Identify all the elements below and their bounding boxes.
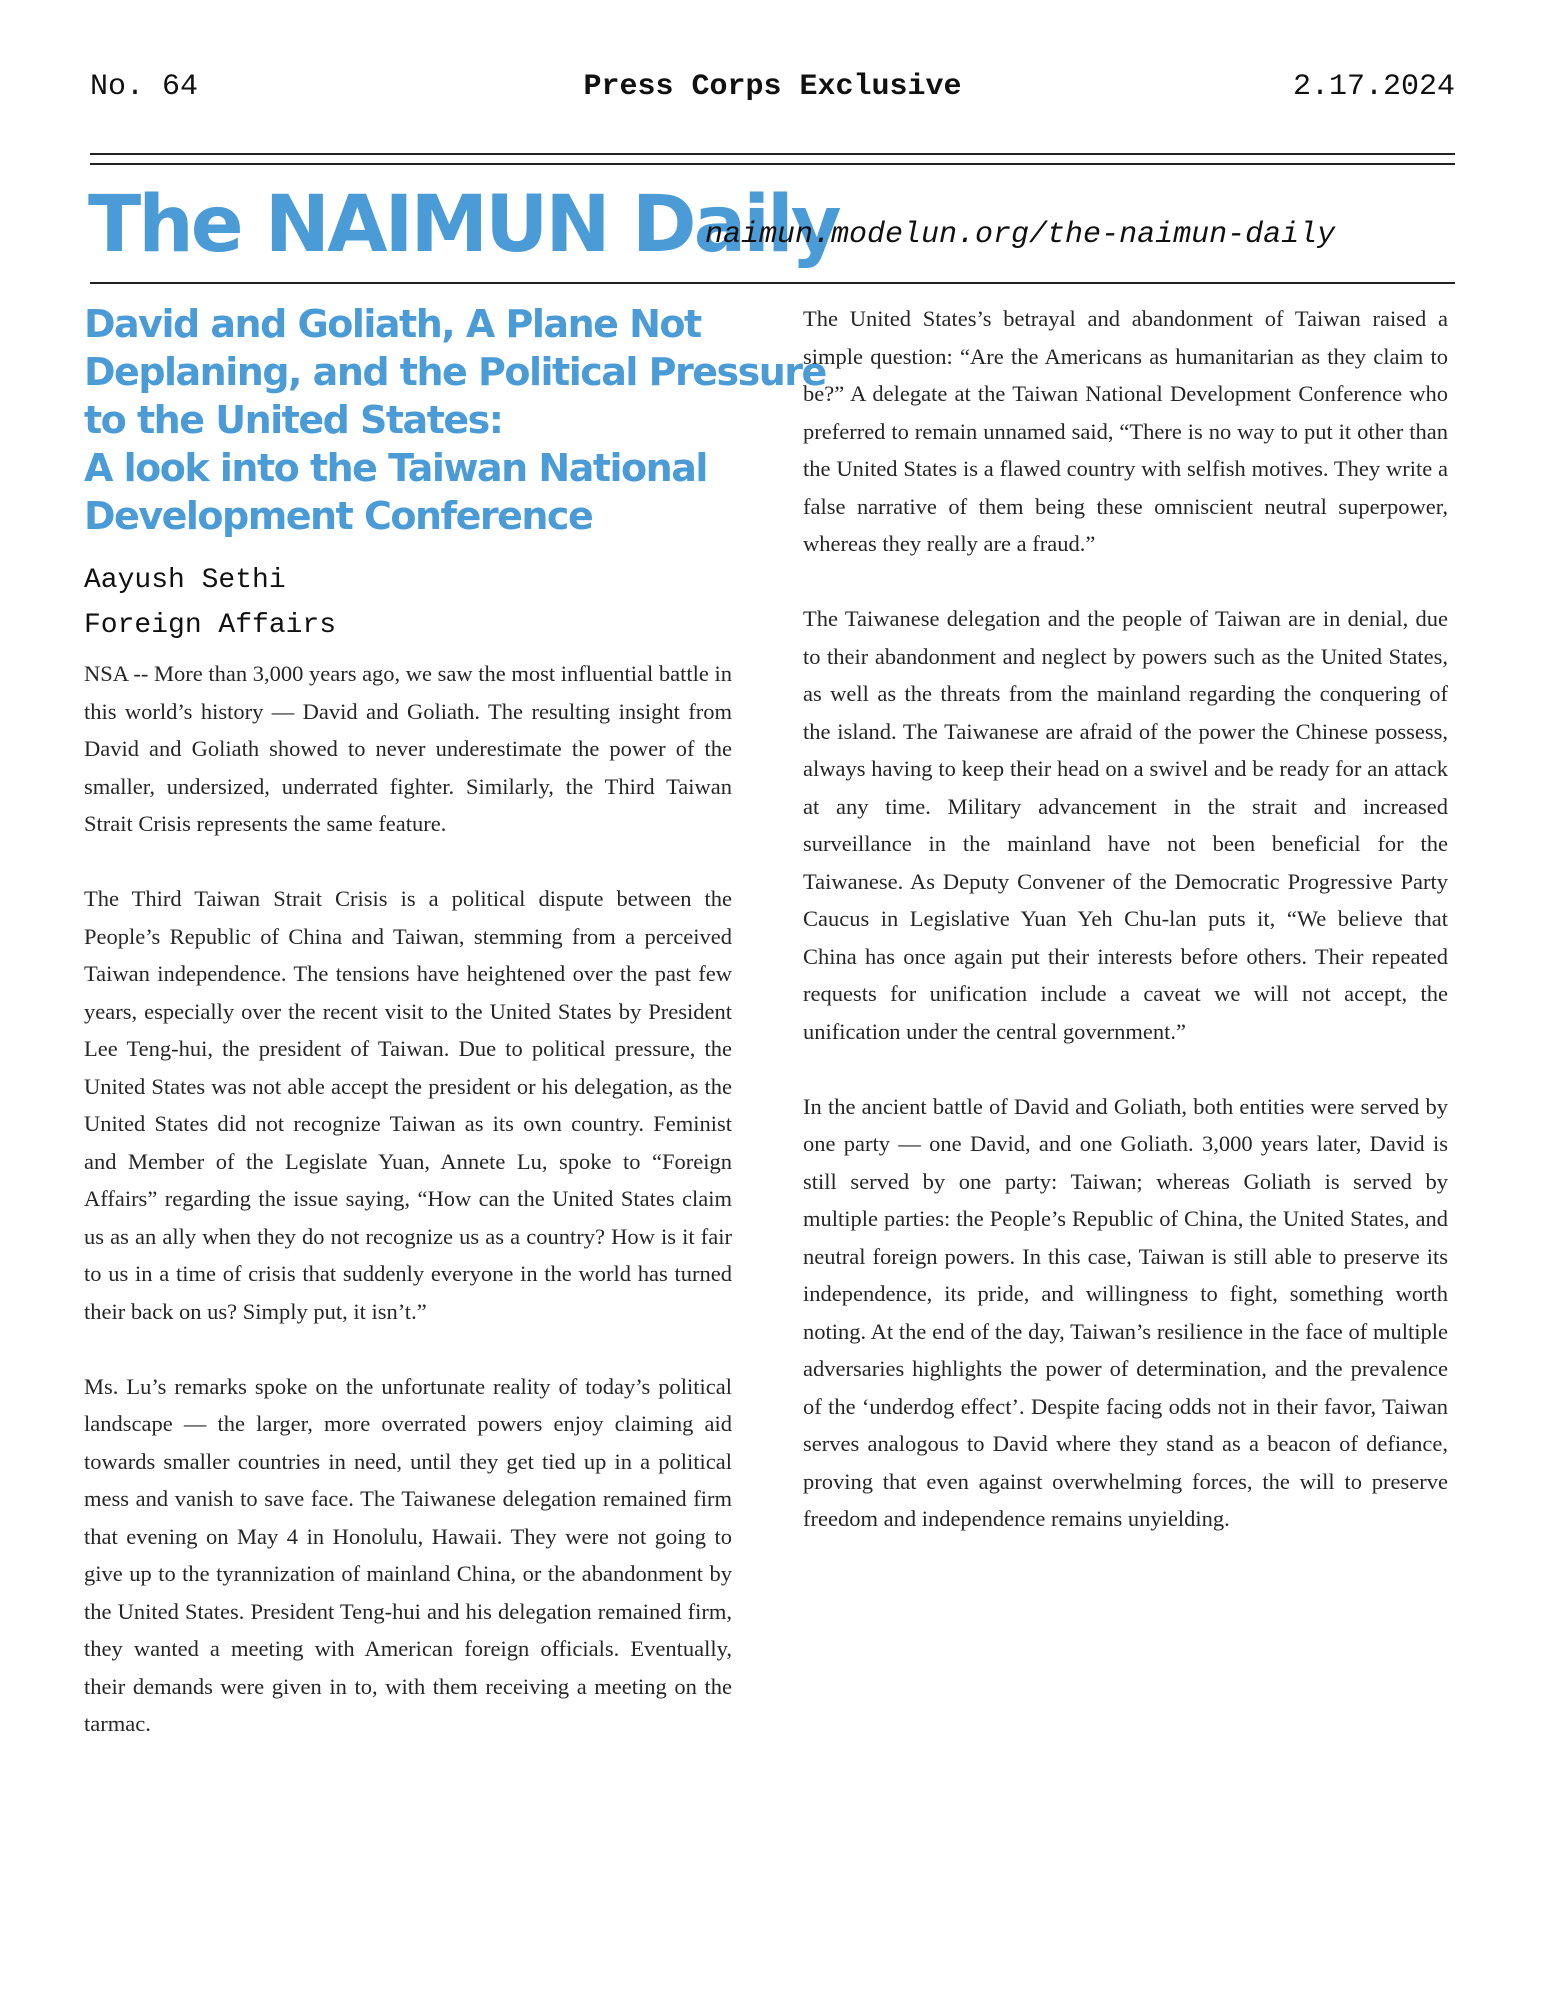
article-paragraph: The Third Taiwan Strait Crisis is a political dispute between the People’s Republic of China and Taiwan, stemming from a perceived Taiwan independence. The tensions have heightened over the past few years, especially over the recent visit to the United States by President Lee Teng-hui, the president of Taiwan. Due to political pressure, the United States was not able accept the president or his delegation, as the United States did not recognize Taiwan as its own country. Feminist and Member of the Legislate Yuan, Annete Lu, spoke to “Foreign Affairs” regarding the issue saying, “How can the United States claim us as an ally when they do not recognize us as a country? How is it fair to us in a time of crisis that suddenly everyone in the world has turned their back on us? Simply put, it isn’t.” — [84, 886, 732, 1324]
headline-line: A look into the Taiwan National — [84, 446, 707, 490]
article-paragraph: Ms. Lu’s remarks spoke on the unfortunate reality of today’s political landscape — the larger, more overrated powers enjoy claiming aid towards smaller countries in need, until they get tied up in a political mess and vanish to save face. The Taiwanese delegation remained firm that evening on May 4 in Honolulu, Hawaii. They were not going to give up to the tyrannization of mainland China, or the abandonment by the United States. President Teng-hui and his delegation remained firm, they wanted a meeting with American foreign officials. Eventually, their demands were given in to, with them receiving a meeting on the tarmac. — [84, 1373, 732, 1736]
issue-number: No. 64 — [90, 70, 199, 104]
article-paragraph: In the ancient battle of David and Goliath, both entities were served by one party — one David, and one Goliath. 3,000 years later, David is still served by one party: Taiwan; whereas Goliath is served by multiple parties: the People’s Republic of China, the United States, and neutral foreign powers. In this case, Taiwan is still able to preserve its independence, its pride, and willingness to fight, something worth noting. At the end of the day, Taiwan’s resilience in the face of multiple adversaries highlights the power of determination, and the prevalence of the ‘underdog effect’. Despite facing odds not in their favor, Taiwan serves analogous to David where they stand as a beacon of defiance, proving that even against overwhelming forces, the will to preserve freedom and independence remains unyielding. — [803, 1093, 1448, 1531]
article-paragraph: NSA -- More than 3,000 years ago, we saw the most influential battle in this world’s history — David and Goliath. The resulting insight from David and Goliath showed to never underestimate the power of the smaller, undersized, underrated fighter. Similarly, the Third Taiwan Strait Crisis represents the same feature. — [84, 661, 732, 836]
committee-name: Foreign Affairs — [84, 610, 337, 641]
headline-line: Deplaning, and the Political Pressure — [84, 350, 826, 394]
article-headline — [84, 300, 826, 540]
publication-url[interactable]: naimun.modelun.org/the-naimun-daily — [705, 218, 1336, 252]
section-label: Press Corps Exclusive — [583, 70, 962, 104]
headline-line: Development Conference — [84, 494, 593, 538]
article-paragraph: The United States’s betrayal and abandonment of Taiwan raised a simple question: “Are the Americans as humanitarian as they claim to be?” A delegate at the Taiwan National Development Conference who preferred to remain unnamed said, “There is no way to put it other than the United States is a flawed country with selfish motives. They write a false narrative of them being these omniscient neutral superpower, whereas they really are a fraud.” — [803, 306, 1448, 556]
issue-date: 2.17.2024 — [1292, 70, 1455, 104]
masthead-rule-second — [90, 163, 1455, 165]
headline-line: David and Goliath, A Plane Not — [84, 302, 701, 346]
masthead-rule-top — [90, 153, 1455, 155]
byline — [84, 558, 336, 648]
article-column-left — [84, 655, 732, 1780]
headline-line: to the United States: — [84, 398, 503, 442]
article-paragraph: The Taiwanese delegation and the people of Taiwan are in denial, due to their abandonment and neglect by powers such as the United States, as well as the threats from the mainland regarding the conquering of the island. The Taiwanese are afraid of the power the Chinese possess, always having to keep their head on a swivel and be ready for an attack at any time. Military advancement in the strait and increased surveillance in the mainland have not been beneficial for the Taiwanese. As Deputy Convener of the Democratic Progressive Party Caucus in Legislative Yuan Yeh Chu-lan puts it, “We believe that China has once again put their interests before others. Their repeated requests for unification include a caveat we will not accept, the unification under the central government.” — [803, 606, 1448, 1044]
masthead-top-bar — [90, 70, 1455, 110]
publication-title: The NAIMUN Daily — [88, 180, 839, 270]
masthead-rule-bottom — [90, 282, 1455, 284]
author-name: Aayush Sethi — [84, 565, 286, 596]
article-column-right — [803, 300, 1448, 1575]
